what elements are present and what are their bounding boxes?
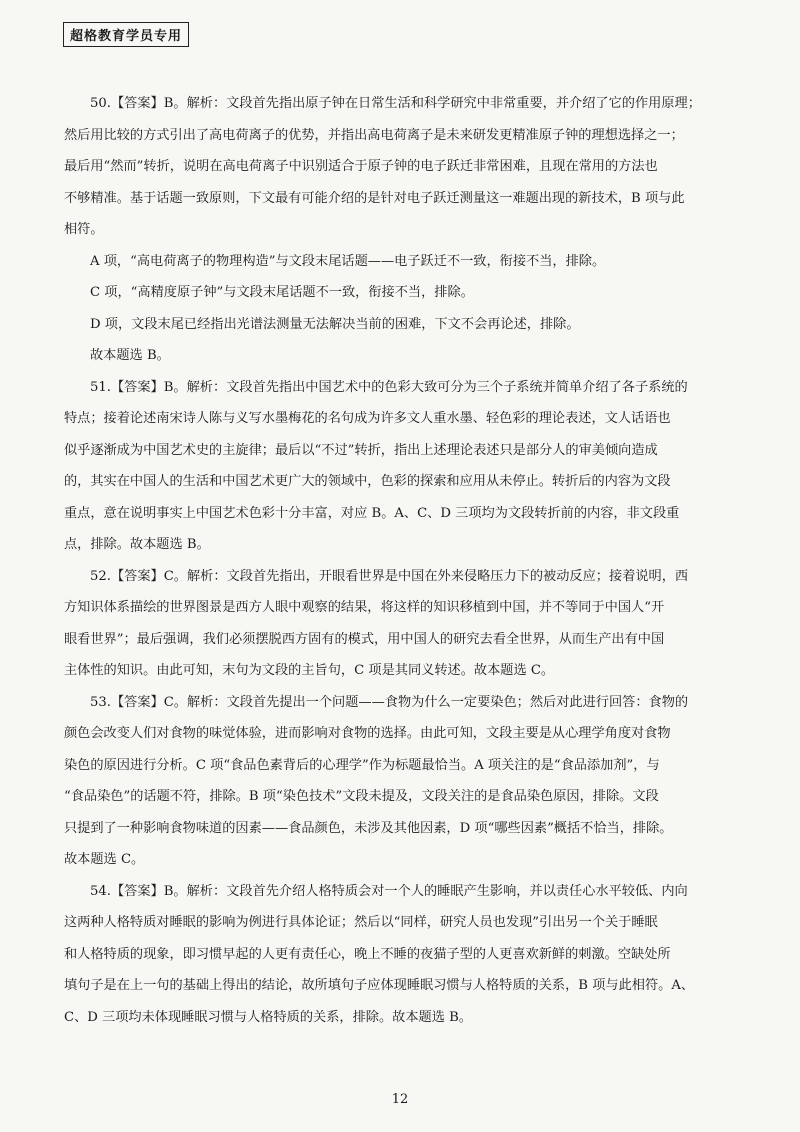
text-line: 和人格特质的现象，即习惯早起的人更有责任心，晚上不睡的夜猫子型的人更喜欢新鲜的刺激。空缺处所 <box>64 946 671 962</box>
answer-53 <box>64 687 744 876</box>
text-line: 然后用比较的方式引出了高电荷离子的优势，并指出高电荷离子是未来研发更精准原子钟的理想选择之一； <box>64 127 684 143</box>
page-number: 12 <box>391 1092 409 1107</box>
text-line: 染色的原因进行分析。C 项“食品色素背后的心理学”作为标题最恰当。A 项关注的是“食品添加剂”，与 <box>64 757 660 773</box>
text-line: C、D 三项均未体现睡眠习惯与人格特质的关系，排除。故本题选 B。 <box>64 1009 472 1025</box>
text-line: 53.【答案】C。解析：文段首先提出一个问题——食物为什么一定要染色；然后对此进行回答：食物的 <box>90 694 689 710</box>
text-line: 眼看世界”；最后强调，我们必须摆脱西方固有的模式，用中国人的研究去看全世界，从而生产出有中国 <box>64 631 665 647</box>
option-line: D 项，文段末尾已经指出光谱法测量无法解决当前的困难，下文不会再论述，排除。 <box>90 316 580 332</box>
answer-content <box>64 88 744 1033</box>
answer-51 <box>64 372 744 561</box>
answer-54 <box>64 876 744 1034</box>
answer-52 <box>64 561 744 687</box>
text-line: 这两种人格特质对睡眠的影响为例进行具体论证；然后以“同样，研究人员也发现”引出另一个关于睡眠 <box>64 915 658 930</box>
header-tag: 超格教育学员专用 <box>63 22 189 47</box>
text-line: “食品染色”的话题不符，排除。B 项“染色技术”文段未提及，文段关注的是食品染色原因，排除。文段 <box>64 789 659 804</box>
text-line: 不够精准。基于话题一致原则，下文最有可能介绍的是针对电子跃迁测量这一难题出现的新技术，B 项与此 <box>64 190 685 206</box>
text-line: 相符。 <box>64 222 104 237</box>
text-line: 54.【答案】B。解析：文段首先介绍人格特质会对一个人的睡眠产生影响，并以责任心水平较低、内向 <box>90 883 688 899</box>
text-line: 特点；接着论述南宋诗人陈与义写水墨梅花的名句成为许多文人重水墨、轻色彩的理论表述，文人话语也 <box>64 411 671 426</box>
text-line: 只提到了一种影响食物味道的因素——食品颜色，未涉及其他因素，D 项“哪些因素”概括不恰当，排除。 <box>64 820 673 836</box>
conclusion-line: 故本题选 B。 <box>90 348 170 363</box>
text-line: 最后用“然而”转折，说明在高电荷离子中识别适合于原子钟的电子跃迁非常困难，且现在常用的方法也 <box>64 159 658 174</box>
text-line: 主体性的知识。由此可知，末句为文段的主旨句，C 项是其同义转述。故本题选 C。 <box>64 663 555 678</box>
text-line: 52.【答案】C。解析：文段首先指出，开眼看世界是中国在外来侵略压力下的被动反应；接着说明，西 <box>90 568 689 584</box>
text-line: 重点，意在说明事实上中国艺术色彩十分丰富，对应 B。A、C、D 三项均为文段转折前的内容，非文段重 <box>64 505 680 521</box>
text-line: 似乎逐渐成为中国艺术史的主旋律；最后以“不过”转折，指出上述理论表述只是部分人的审美倾向造成 <box>64 442 658 458</box>
text-line: 51.【答案】B。解析：文段首先指出中国艺术中的色彩大致可分为三个子系统并简单介绍了各子系统的 <box>90 379 688 395</box>
text-line: 点，排除。故本题选 B。 <box>64 537 210 552</box>
text-line: 故本题选 C。 <box>64 852 145 867</box>
option-line: A 项，“高电荷离子的物理构造”与文段末尾话题——电子跃迁不一致，衔接不当，排除。 <box>90 253 606 269</box>
text-line: 50.【答案】B。解析：文段首先指出原子钟在日常生活和科学研究中非常重要，并介绍了它的作用原理； <box>90 96 701 111</box>
text-line: 的，其实在中国人的生活和中国艺术更广大的领域中，色彩的探索和应用从未停止。转折后的内容为文段 <box>64 474 671 489</box>
answer-50 <box>64 88 744 372</box>
text-line: 填句子是在上一句的基础上得出的结论，故所填句子应体现睡眠习惯与人格特质的关系，B 项与此相符。A、 <box>64 978 695 993</box>
option-line: C 项，“高精度原子钟”与文段末尾话题不一致，衔接不当，排除。 <box>90 285 474 300</box>
text-line: 方知识体系描绘的世界图景是西方人眼中观察的结果，将这样的知识移植到中国，并不等同于中国人“开 <box>64 600 665 615</box>
text-line: 颜色会改变人们对食物的味觉体验，进而影响对食物的选择。由此可知，文段主要是从心理学角度对食物 <box>64 726 671 741</box>
